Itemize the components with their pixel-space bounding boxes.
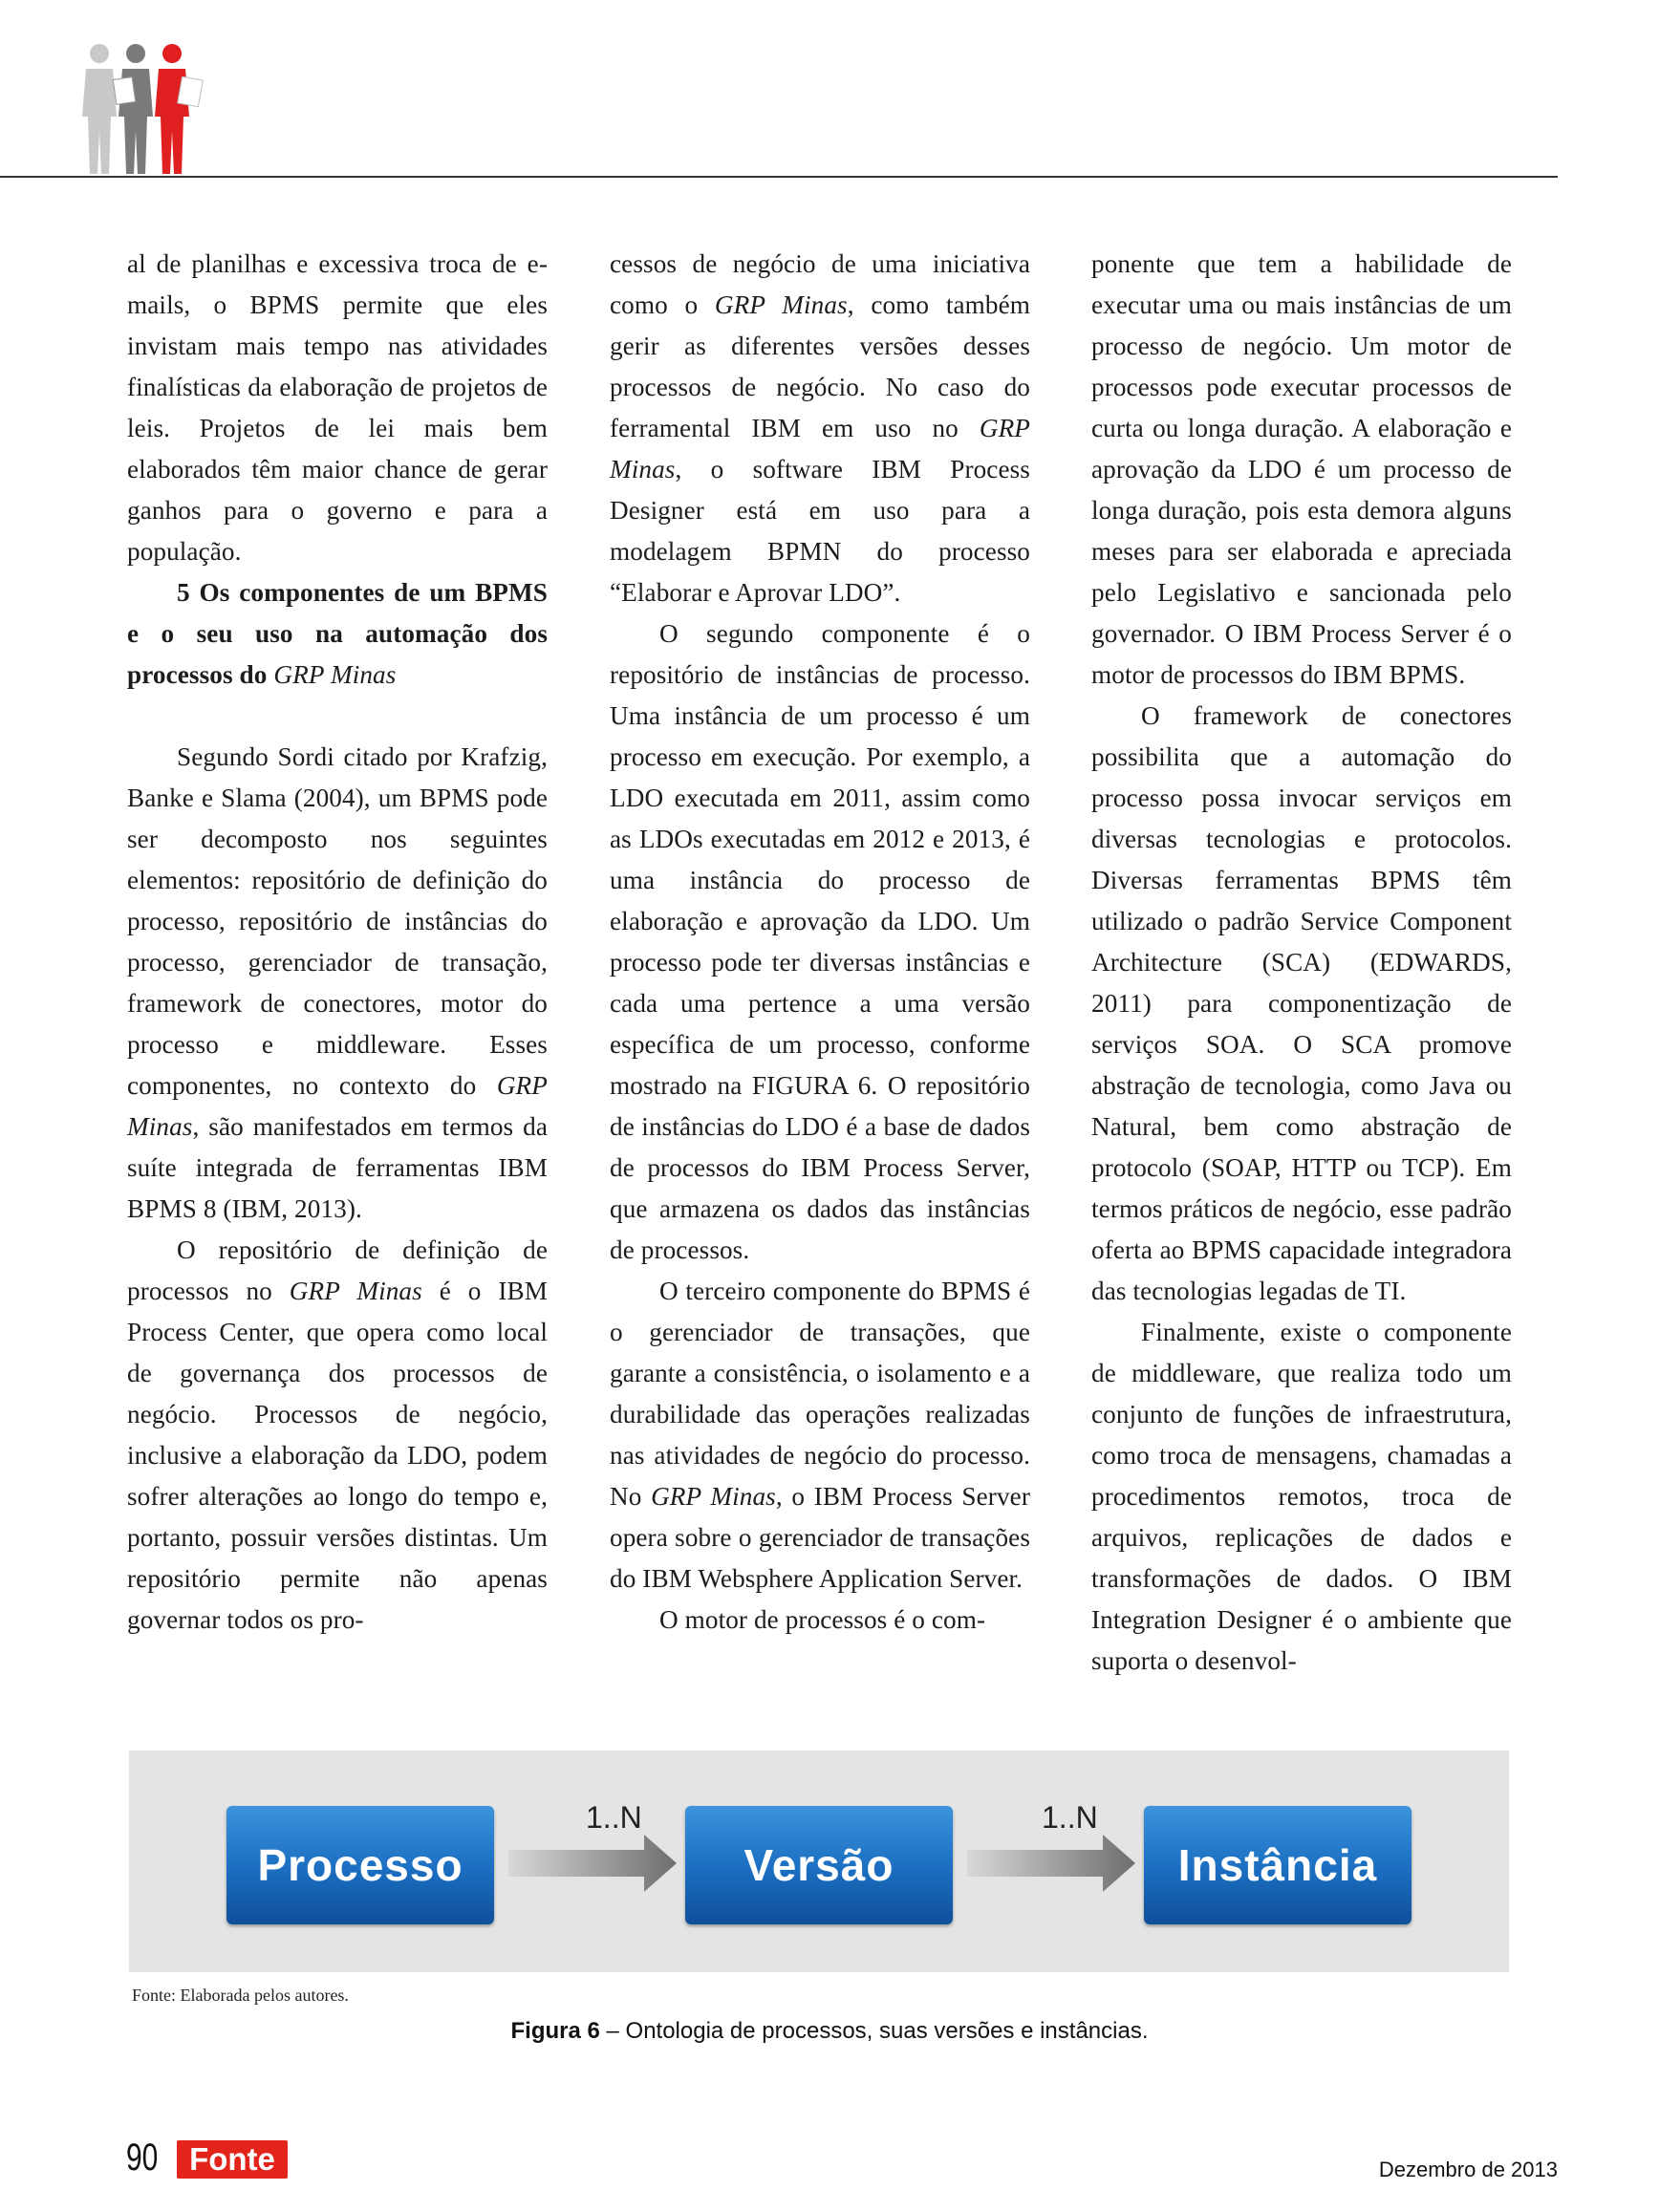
text-column-2 bbox=[610, 244, 1030, 1641]
caption-label: Figura 6 bbox=[510, 2018, 600, 2044]
paragraph-text: cessos de negócio de uma iniciativa como o bbox=[610, 249, 1030, 319]
paragraph bbox=[127, 737, 548, 1230]
paragraph-text: O terceiro componente do BPMS é o gerenciador de transações, que garante a consistência, o isolamento e a durabilidade das operações realizadas nas atividades de negócio do processo. No bbox=[610, 1277, 1030, 1511]
paragraph-text: , como também gerir as diferentes versões desses processos de negócio. No caso do ferramental IBM em uso no bbox=[610, 290, 1030, 442]
figure-caption bbox=[0, 2018, 1659, 2045]
paragraph: Finalmente, existe o componente de middleware, que realiza todo um conjunto de funções de infraestrutura, como troca de mensagens, chamadas a procedimentos remotos, troca de arquivos, replicações de dados e transformações de dados. O IBM Integration Designer é o ambiente que suporta o desenvol- bbox=[1091, 1318, 1512, 1675]
paragraph-italic: GRP Minas bbox=[651, 1482, 776, 1511]
paragraph bbox=[610, 244, 1030, 613]
paragraph-italic: GRP Minas bbox=[127, 1071, 548, 1141]
multiplicity-label: 1..N bbox=[1042, 1800, 1098, 1835]
paragraph bbox=[127, 1230, 548, 1641]
section-heading bbox=[127, 572, 548, 696]
paragraph-text: , o software IBM Process Designer está em uso para a modelagem BPMN do processo “Elaborar e Aprovar LDO”. bbox=[610, 455, 1030, 607]
paragraph-text: , são manifestados em termos da suíte integrada de ferramentas IBM BPMS 8 (IBM, 2013). bbox=[127, 1112, 548, 1223]
paragraph-italic: GRP Minas bbox=[289, 1277, 422, 1305]
paragraph: O motor de processos é o com- bbox=[659, 1605, 986, 1634]
text-column-3 bbox=[1091, 244, 1512, 1682]
figure-6-diagram bbox=[129, 1750, 1509, 1972]
paragraph: O framework de conectores possibilita que a automação do processo possa invocar serviços em diversas tecnologias e protocolos. Diversas ferramentas BPMS têm utilizado o padrão Service Component Architecture (SCA) (EDWARDS, 2011) para componentização de serviços SOA. O SCA promove abstração de tecnologia, como Java ou Natural, bem como abstração de protocolo (SOAP, HTTP ou TCP). Em termos práticos de negócio, esse padrão oferta ao BPMS capacidade integradora das tecnologias legadas de TI. bbox=[1091, 701, 1512, 1305]
paragraph-text: O repositório de definição de processos no bbox=[127, 1235, 548, 1305]
arrow-right-icon bbox=[508, 1835, 677, 1892]
paragraph-italic: GRP Minas bbox=[610, 414, 1031, 483]
caption-text: – Ontologia de processos, suas versões e instâncias. bbox=[599, 2018, 1149, 2044]
paragraph-text: , o IBM Process Server opera sobre o gerenciador de transações do IBM Websphere Application Server. bbox=[610, 1482, 1030, 1593]
versao-box: Versão bbox=[685, 1806, 953, 1924]
page-number: 90 bbox=[126, 2137, 159, 2179]
paragraph: ponente que tem a habilidade de executar uma ou mais instâncias de um processo de negócio. Um motor de processos pode executar processos de curta ou longa duração. A elaboração e aprovação da LDO é um processo de longa duração, pois esta demora alguns meses para ser elaborada e apreciada pelo Legislativo e sancionada pelo governador. O IBM Process Server é o motor de processos do IBM BPMS. bbox=[1091, 249, 1512, 689]
instancia-box: Instância bbox=[1144, 1806, 1411, 1924]
paragraph: O segundo componente é o repositório de instâncias de processo. Uma instância de um processo é um processo em execução. Por exemplo, a LDO executada em 2011, assim como as LDOs executadas em 2012 e 2013, é uma instância do processo de elaboração e aprovação da LDO. Um processo pode ter diversas instâncias e cada uma pertence a uma versão específica de um processo, conforme mostrado na FIGURA 6. O repositório de instâncias do LDO é a base de dados de processos do IBM Process Server, que armazena os dados das instâncias de processos. bbox=[610, 619, 1030, 1264]
text-column-1 bbox=[127, 244, 548, 1641]
multiplicity-label: 1..N bbox=[586, 1800, 642, 1835]
header-rule bbox=[0, 176, 1558, 178]
heading-text: 5 Os componentes de um BPMS e o seu uso na automação dos processos do bbox=[127, 578, 548, 689]
people-logo-icon bbox=[76, 40, 220, 179]
processo-box: Processo bbox=[226, 1806, 494, 1924]
paragraph bbox=[610, 1271, 1030, 1600]
paragraph-text: Segundo Sordi citado por Krafzig, Banke e Slama (2004), um BPMS pode ser decomposto nos seguintes elementos: repositório de definição do processo, repositório de instâncias do processo, gerenciador de transação, framework de conectores, motor do processo e middleware. Esses componentes, no contexto do bbox=[127, 742, 548, 1100]
arrow-right-icon bbox=[967, 1835, 1135, 1892]
issue-date: Dezembro de 2013 bbox=[1378, 2158, 1558, 2181]
paragraph-italic: GRP Minas bbox=[714, 290, 848, 319]
paragraph-text: é o IBM Process Center, que opera como local de governança dos processos de negócio. Processos de negócio, inclusive a elaboração da LDO, podem sofrer alterações ao longo do tempo e, portanto, possuir versões distintas. Um repositório permite não apenas governar todos os pro- bbox=[127, 1277, 548, 1634]
magazine-logo: Fonte bbox=[177, 2140, 288, 2179]
figure-source: Fonte: Elaborada pelos autores. bbox=[132, 1986, 349, 2005]
heading-italic: GRP Minas bbox=[273, 660, 397, 689]
paragraph: al de planilhas e excessiva troca de e-mails, o BPMS permite que eles invistam mais tempo nas atividades finalísticas da elaboração de projetos de leis. Projetos de lei mais bem elaborados têm maior chance de gerar ganhos para o governo e para a população. bbox=[127, 249, 548, 566]
